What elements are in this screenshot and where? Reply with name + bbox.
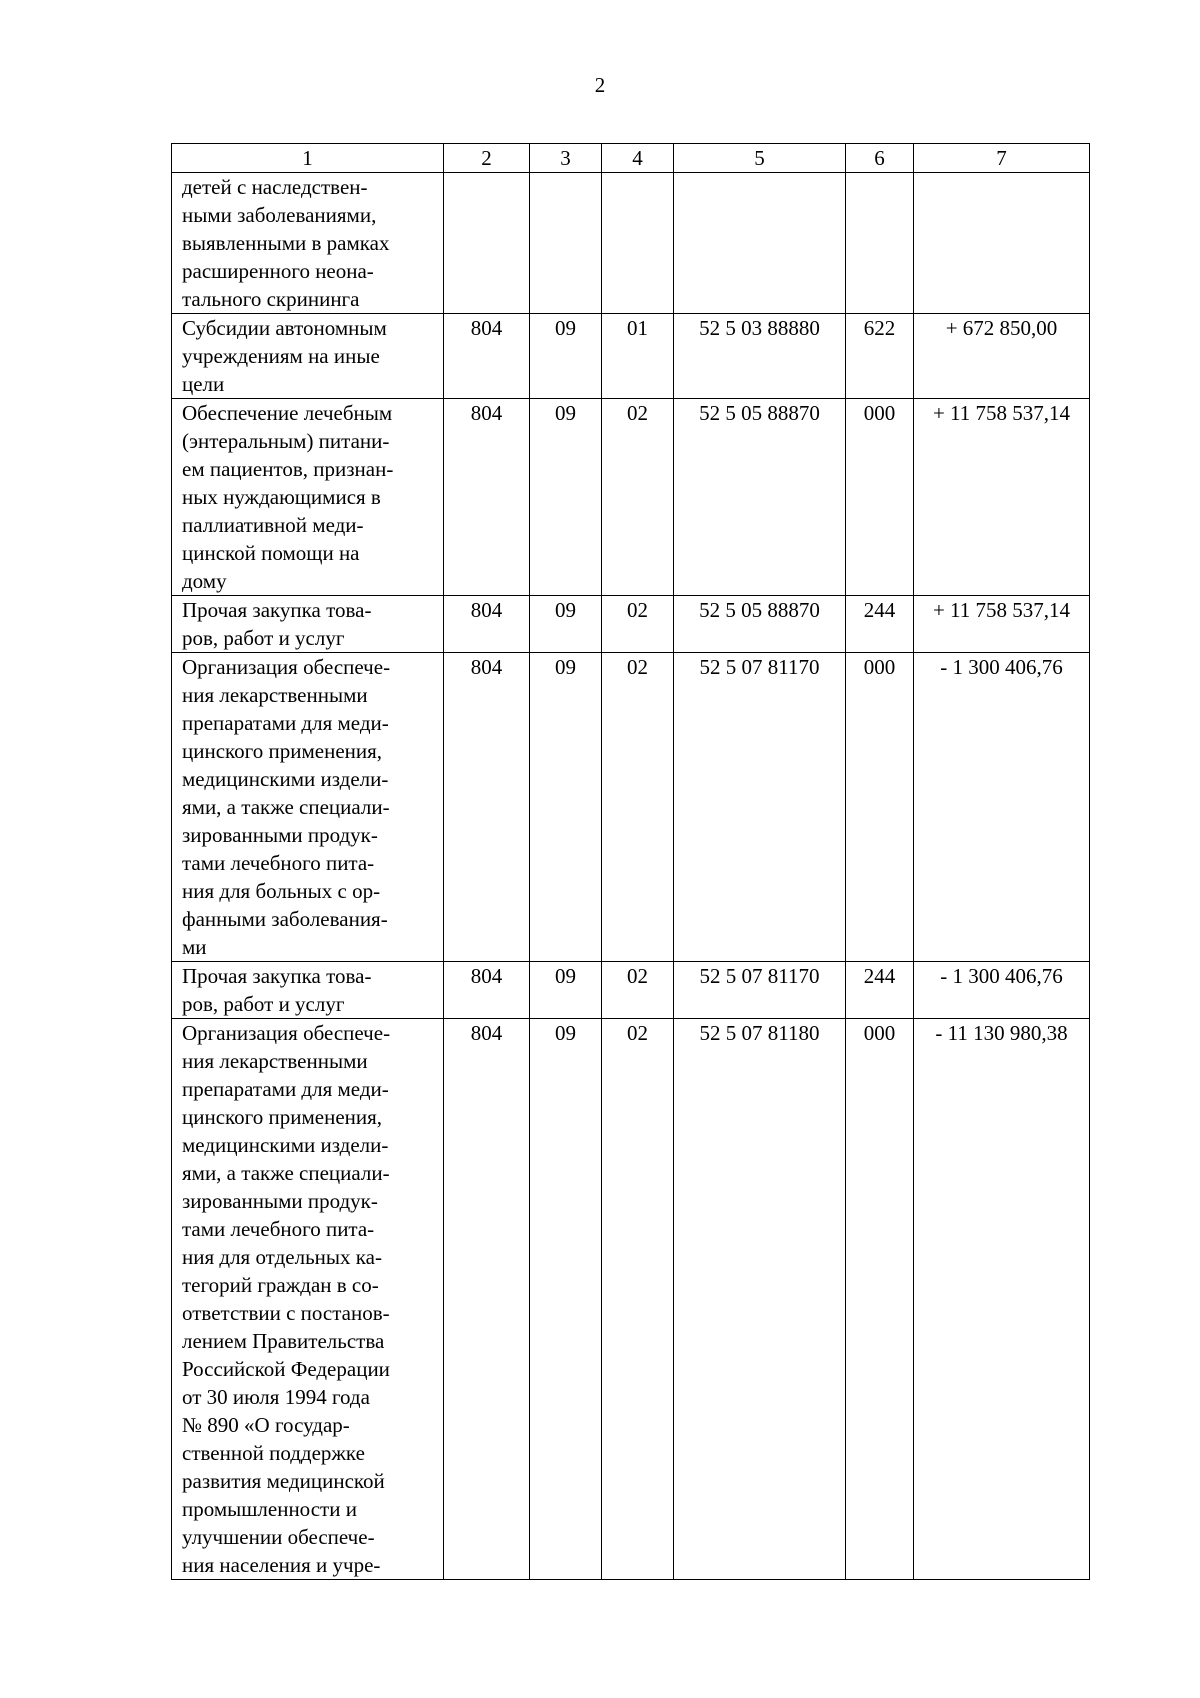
row-description bbox=[172, 596, 444, 653]
description-line: развития медицинской bbox=[182, 1469, 385, 1493]
table-row bbox=[172, 399, 1090, 596]
expense-type-code: 244 bbox=[846, 962, 914, 1019]
expense-type-code: 622 bbox=[846, 314, 914, 399]
target-article-code bbox=[674, 173, 846, 314]
description-line: лением Правительства bbox=[182, 1329, 385, 1353]
description-line: тегорий граждан в со- bbox=[182, 1273, 379, 1297]
subsection-code: 09 bbox=[530, 399, 602, 596]
description-line: цинской помощи на bbox=[182, 541, 360, 565]
subsection-code: 09 bbox=[530, 314, 602, 399]
description-line: ния для больных с ор- bbox=[182, 879, 381, 903]
target-article-code: 52 5 07 81170 bbox=[674, 962, 846, 1019]
section-code bbox=[444, 173, 530, 314]
table-row bbox=[172, 173, 1090, 314]
description-line: ем пациентов, признан- bbox=[182, 457, 394, 481]
section-code: 804 bbox=[444, 1019, 530, 1580]
description-line: выявленными в рамках bbox=[182, 231, 390, 255]
subsection-code: 09 bbox=[530, 653, 602, 962]
description-line: фанными заболевания- bbox=[182, 907, 388, 931]
subsubsection-code bbox=[602, 173, 674, 314]
description-line: от 30 июля 1994 года bbox=[182, 1385, 370, 1409]
table-row bbox=[172, 314, 1090, 399]
description-line: зированными продук- bbox=[182, 1189, 378, 1213]
description-line: Прочая закупка това- bbox=[182, 964, 372, 988]
description-line: Субсидии автономным bbox=[182, 316, 387, 340]
description-line: детей с наследствен- bbox=[182, 175, 368, 199]
description-line: препаратами для меди- bbox=[182, 1077, 389, 1101]
description-line: тами лечебного пита- bbox=[182, 851, 375, 875]
description-line: (энтеральным) питани- bbox=[182, 429, 390, 453]
expense-type-code: 000 bbox=[846, 1019, 914, 1580]
expense-type-code bbox=[846, 173, 914, 314]
column-header: 2 bbox=[444, 144, 530, 173]
description-line: цинского применения, bbox=[182, 739, 383, 763]
description-line: ями, а также специали- bbox=[182, 795, 390, 819]
subsection-code: 09 bbox=[530, 596, 602, 653]
amount-change: - 1 300 406,76 bbox=[914, 962, 1090, 1019]
table-row bbox=[172, 962, 1090, 1019]
row-description bbox=[172, 962, 444, 1019]
description-line: медицинскими издели- bbox=[182, 767, 389, 791]
description-line: Прочая закупка това- bbox=[182, 598, 372, 622]
target-article-code: 52 5 03 88880 bbox=[674, 314, 846, 399]
description-line: Организация обеспече- bbox=[182, 655, 391, 679]
target-article-code: 52 5 05 88870 bbox=[674, 596, 846, 653]
target-article-code: 52 5 07 81170 bbox=[674, 653, 846, 962]
target-article-code: 52 5 07 81180 bbox=[674, 1019, 846, 1580]
column-header: 6 bbox=[846, 144, 914, 173]
description-line: ных нуждающимися в bbox=[182, 485, 381, 509]
description-line: улучшении обеспече- bbox=[182, 1525, 375, 1549]
row-description bbox=[172, 173, 444, 314]
section-code: 804 bbox=[444, 596, 530, 653]
description-line: учреждениям на иные bbox=[182, 344, 380, 368]
subsubsection-code: 02 bbox=[602, 596, 674, 653]
description-line: Обеспечение лечебным bbox=[182, 401, 393, 425]
table-row bbox=[172, 1019, 1090, 1580]
section-code: 804 bbox=[444, 399, 530, 596]
budget-table bbox=[171, 143, 1090, 1580]
description-line: промышленности и bbox=[182, 1497, 357, 1521]
amount-change: + 672 850,00 bbox=[914, 314, 1090, 399]
description-line: дому bbox=[182, 569, 227, 593]
row-description bbox=[172, 314, 444, 399]
description-line: препаратами для меди- bbox=[182, 711, 389, 735]
description-line: Российской Федерации bbox=[182, 1357, 390, 1381]
row-description bbox=[172, 653, 444, 962]
description-line: ния для отдельных ка- bbox=[182, 1245, 382, 1269]
amount-change bbox=[914, 173, 1090, 314]
description-line: паллиативной меди- bbox=[182, 513, 364, 537]
amount-change: - 1 300 406,76 bbox=[914, 653, 1090, 962]
description-line: ми bbox=[182, 935, 207, 959]
page-number: 2 bbox=[594, 73, 606, 97]
table-row bbox=[172, 653, 1090, 962]
amount-change: - 11 130 980,38 bbox=[914, 1019, 1090, 1580]
section-code: 804 bbox=[444, 653, 530, 962]
description-line: ния лекарственными bbox=[182, 1049, 368, 1073]
subsection-code: 09 bbox=[530, 1019, 602, 1580]
description-line: Организация обеспече- bbox=[182, 1021, 391, 1045]
row-description bbox=[172, 1019, 444, 1580]
expense-type-code: 000 bbox=[846, 399, 914, 596]
subsubsection-code: 02 bbox=[602, 1019, 674, 1580]
description-line: расширенного неона- bbox=[182, 259, 374, 283]
table-row bbox=[172, 596, 1090, 653]
subsection-code bbox=[530, 173, 602, 314]
expense-type-code: 000 bbox=[846, 653, 914, 962]
row-description bbox=[172, 399, 444, 596]
column-header: 4 bbox=[602, 144, 674, 173]
description-line: ров, работ и услуг bbox=[182, 626, 345, 650]
description-line: № 890 «О государ- bbox=[182, 1413, 350, 1437]
description-line: цинского применения, bbox=[182, 1105, 383, 1129]
description-line: ния лекарственными bbox=[182, 683, 368, 707]
amount-change: + 11 758 537,14 bbox=[914, 399, 1090, 596]
description-line: ответствии с постанов- bbox=[182, 1301, 390, 1325]
description-line: ров, работ и услуг bbox=[182, 992, 345, 1016]
amount-change: + 11 758 537,14 bbox=[914, 596, 1090, 653]
column-header: 7 bbox=[914, 144, 1090, 173]
subsubsection-code: 01 bbox=[602, 314, 674, 399]
column-header: 3 bbox=[530, 144, 602, 173]
description-line: тами лечебного пита- bbox=[182, 1217, 375, 1241]
subsubsection-code: 02 bbox=[602, 399, 674, 596]
expense-type-code: 244 bbox=[846, 596, 914, 653]
description-line: ственной поддержке bbox=[182, 1441, 365, 1465]
description-line: тального скрининга bbox=[182, 287, 360, 311]
subsection-code: 09 bbox=[530, 962, 602, 1019]
section-code: 804 bbox=[444, 314, 530, 399]
description-line: зированными продук- bbox=[182, 823, 378, 847]
column-header: 5 bbox=[674, 144, 846, 173]
column-header: 1 bbox=[172, 144, 444, 173]
target-article-code: 52 5 05 88870 bbox=[674, 399, 846, 596]
description-line: ными заболеваниями, bbox=[182, 203, 377, 227]
description-line: ями, а также специали- bbox=[182, 1161, 390, 1185]
subsubsection-code: 02 bbox=[602, 962, 674, 1019]
table-header-row bbox=[172, 144, 1090, 173]
description-line: цели bbox=[182, 372, 225, 396]
description-line: ния населения и учре- bbox=[182, 1553, 381, 1577]
subsubsection-code: 02 bbox=[602, 653, 674, 962]
description-line: медицинскими издели- bbox=[182, 1133, 389, 1157]
section-code: 804 bbox=[444, 962, 530, 1019]
